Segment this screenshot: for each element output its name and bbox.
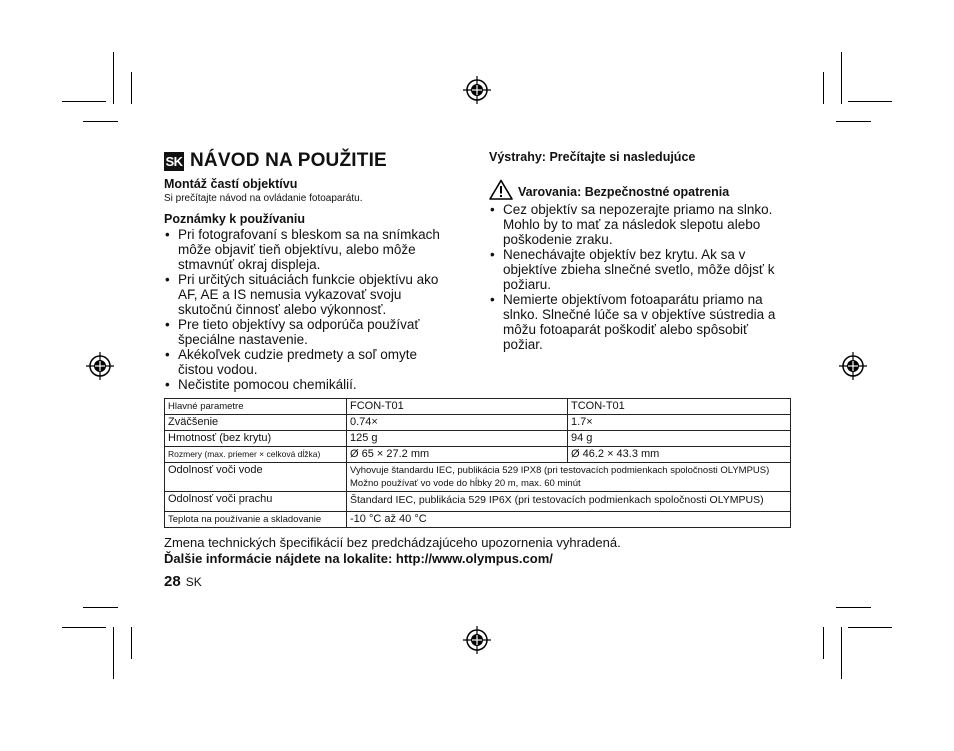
- table-cell: TCON-T01: [568, 399, 791, 415]
- warning-triangle-icon: [489, 179, 513, 200]
- list-item: • Akékoľvek cudzie predmety a soľ omyte čistou vodou.: [164, 347, 454, 377]
- table-row: [165, 512, 791, 528]
- table-cell: 125 g: [347, 431, 568, 447]
- table-cell: Odolnosť voči prachu: [165, 492, 347, 512]
- title-row: [164, 148, 454, 174]
- crop-mark: [841, 52, 842, 104]
- table-cell: 94 g: [568, 431, 791, 447]
- assembly-heading: Montáž častí objektívu: [164, 177, 298, 191]
- table-cell: Ø 46.2 × 43.3 mm: [568, 447, 791, 463]
- table-header-row: [165, 399, 791, 415]
- list-item: • Nemierte objektívom fotoaparátu priamo na slnko. Slnečné lúče sa v objektíve sústredia a môžu fotoaparát poškodiť alebo spôsobiť požiar.: [489, 292, 789, 352]
- footer: [164, 535, 804, 567]
- list-item: • Pre tieto objektívy sa odporúča používať špeciálne nastavenie.: [164, 317, 454, 347]
- table-row: [165, 447, 791, 463]
- page-number-value: 28: [164, 573, 181, 590]
- crop-mark: [131, 72, 132, 104]
- table-cell: FCON-T01: [347, 399, 568, 415]
- registration-mark-icon: [462, 75, 492, 105]
- table-cell: -10 °C až 40 °C: [347, 512, 791, 528]
- table-cell: Hlavné parametre: [165, 399, 347, 415]
- spec-change-notice: Zmena technických špecifikácií bez predchádzajúceho upozornenia vyhradená.: [164, 535, 621, 550]
- page-title: NÁVOD NA POUŽITIE: [190, 150, 387, 171]
- crop-mark: [836, 607, 871, 608]
- warnings-heading: Výstrahy: Prečítajte si nasledujúce: [489, 150, 696, 164]
- registration-mark-icon: [462, 625, 492, 655]
- table-cell: Ø 65 × 27.2 mm: [347, 447, 568, 463]
- page-language: SK: [185, 575, 202, 589]
- warnings-list: [489, 202, 789, 352]
- crop-mark: [113, 627, 114, 679]
- table-row: [165, 463, 791, 492]
- table-cell: Hmotnosť (bez krytu): [165, 431, 347, 447]
- page-number: [164, 573, 202, 591]
- registration-mark-icon: [838, 351, 868, 381]
- table-cell: Odolnosť voči vode: [165, 463, 347, 492]
- crop-mark: [131, 627, 132, 659]
- crop-mark: [848, 101, 892, 102]
- water-resistance-standard: Vyhovuje štandardu IEC, publikácia 529 IPX8 (pri testovacích podmienkach spoločnosti OLYMPUS): [350, 465, 770, 476]
- crop-mark: [83, 121, 118, 122]
- table-cell: Štandard IEC, publikácia 529 IP6X (pri testovacích podmienkach spoločnosti OLYMPUS): [347, 492, 791, 512]
- table-cell: 0.74×: [347, 415, 568, 431]
- specifications-table: [164, 398, 791, 528]
- right-column: [489, 150, 789, 352]
- water-resistance-depth: Možno používať vo vode do hĺbky 20 m, max. 60 minút: [350, 478, 581, 489]
- crop-mark: [841, 627, 842, 679]
- crop-mark: [836, 121, 871, 122]
- table-cell: Rozmery (max. priemer × celková dĺžka): [165, 447, 347, 463]
- table-row: [165, 431, 791, 447]
- table-cell: Teplota na používanie a skladovanie: [165, 512, 347, 528]
- crop-mark: [113, 52, 114, 104]
- crop-mark: [62, 627, 106, 628]
- usage-notes-list: [164, 227, 454, 392]
- table-row: [165, 492, 791, 512]
- crop-mark: [848, 627, 892, 628]
- usage-notes-heading: Poznámky k používaniu: [164, 212, 306, 226]
- list-item: • Nečistite pomocou chemikálií.: [164, 377, 454, 392]
- table-cell: Zväčšenie: [165, 415, 347, 431]
- table-row: [165, 415, 791, 431]
- crop-mark: [62, 101, 106, 102]
- assembly-note: Si prečítajte návod na ovládanie fotoaparátu.: [164, 193, 363, 204]
- registration-mark-icon: [85, 351, 115, 381]
- more-info-line: Ďalšie informácie nájdete na lokalite: http://www.olympus.com/: [164, 551, 553, 566]
- table-cell: 1.7×: [568, 415, 791, 431]
- list-item: • Nenechávajte objektív bez krytu. Ak sa v objektíve zbieha slnečné svetlo, môže dôjsť k požiaru.: [489, 247, 789, 292]
- list-item: • Pri fotografovaní s bleskom sa na snímkach môže objaviť tieň objektívu, alebo môže stmavnúť okraj displeja.: [164, 227, 454, 272]
- warnings-subheading-row: [489, 179, 789, 200]
- language-badge: SK: [165, 153, 183, 169]
- crop-mark: [823, 72, 824, 104]
- left-column: [164, 148, 454, 392]
- crop-mark: [823, 627, 824, 659]
- table-cell: [347, 463, 791, 492]
- list-item: • Pri určitých situáciách funkcie objektívu ako AF, AE a IS nemusia vykazovať svoju skutočnú činnosť alebo výkonnosť.: [164, 272, 454, 317]
- warnings-subheading: Varovania: Bezpečnostné opatrenia: [518, 185, 730, 199]
- crop-mark: [83, 607, 118, 608]
- list-item: • Cez objektív sa nepozerajte priamo na slnko. Mohlo by to mať za následok slepotu alebo poškodenie zraku.: [489, 202, 789, 247]
